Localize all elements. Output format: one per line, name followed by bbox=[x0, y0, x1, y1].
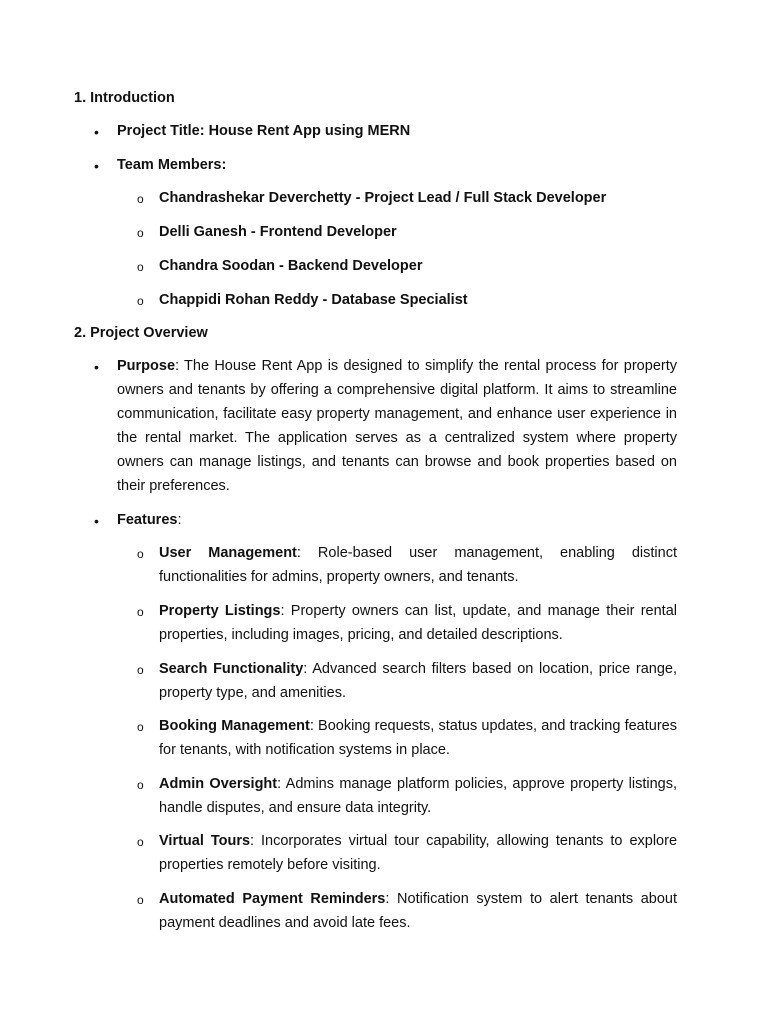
feature-title: User Management bbox=[159, 545, 297, 561]
sub-bullet-icon: o bbox=[137, 605, 144, 619]
project-title: Project Title: House Rent App using MERN bbox=[117, 123, 411, 139]
sub-bullet-icon: o bbox=[137, 835, 144, 849]
feature-title: Automated Payment Reminders bbox=[159, 891, 386, 907]
feature-text: : Admins manage platform policies, approve property listings, handle disputes, and ensure data integrity. bbox=[159, 776, 677, 816]
purpose-text: : The House Rent App is designed to simplify the rental process for property owners and tenants by offering a comprehensive digital platform. It aims to streamline communication, facilitate easy property management, and enhance user experience in the rental market. The application serves as a centralized system where property owners can manage listings, and tenants can browse and book properties based on their preferences. bbox=[117, 358, 677, 494]
introduction-heading: 1. Introduction bbox=[74, 90, 175, 106]
sub-bullet-icon: o bbox=[137, 663, 144, 677]
feature-text: : Booking requests, status updates, and tracking features for tenants, with notification systems in place. bbox=[159, 718, 677, 758]
feature-item bbox=[159, 599, 677, 647]
sub-bullet-icon: o bbox=[137, 192, 144, 206]
feature-text: : Incorporates virtual tour capability, allowing tenants to explore properties remotely before visiting. bbox=[159, 833, 678, 873]
feature-title: Booking Management bbox=[159, 718, 310, 734]
feature-text: : Advanced search filters based on location, price range, property type, and amenities. bbox=[159, 661, 677, 701]
team-members-label: Team Members: bbox=[117, 157, 227, 173]
feature-text: : Notification system to alert tenants about payment deadlines and avoid late fees. bbox=[159, 891, 677, 931]
bullet-icon: • bbox=[94, 158, 99, 174]
feature-text: : Property owners can list, update, and manage their rental properties, including images, pricing, and detailed descriptions. bbox=[159, 603, 677, 643]
sub-bullet-icon: o bbox=[137, 226, 144, 240]
features-colon: : bbox=[177, 512, 182, 528]
sub-bullet-icon: o bbox=[137, 294, 144, 308]
feature-item bbox=[159, 829, 677, 877]
team-member: Chappidi Rohan Reddy - Database Specialist bbox=[159, 292, 468, 308]
features-label-row bbox=[117, 510, 677, 530]
sub-bullet-icon: o bbox=[137, 778, 144, 792]
feature-title: Property Listings bbox=[159, 603, 281, 619]
team-member: Chandra Soodan - Backend Developer bbox=[159, 258, 423, 274]
feature-item bbox=[159, 541, 677, 589]
sub-bullet-icon: o bbox=[137, 547, 144, 561]
overview-heading: 2. Project Overview bbox=[74, 325, 208, 341]
bullet-icon: • bbox=[94, 513, 99, 529]
sub-bullet-icon: o bbox=[137, 720, 144, 734]
bullet-icon: • bbox=[94, 124, 99, 140]
feature-item bbox=[159, 714, 677, 762]
feature-title: Virtual Tours bbox=[159, 833, 251, 849]
feature-item bbox=[159, 772, 677, 820]
feature-title: Admin Oversight bbox=[159, 776, 278, 792]
feature-item bbox=[159, 887, 677, 935]
sub-bullet-icon: o bbox=[137, 893, 144, 907]
feature-item bbox=[159, 657, 677, 705]
team-member: Delli Ganesh - Frontend Developer bbox=[159, 224, 397, 240]
team-member: Chandrashekar Deverchetty - Project Lead / Full Stack Developer bbox=[159, 190, 607, 206]
purpose-label: Purpose bbox=[117, 358, 176, 374]
bullet-icon: • bbox=[94, 359, 99, 375]
feature-title: Search Functionality bbox=[159, 661, 304, 677]
purpose-paragraph bbox=[117, 354, 677, 498]
features-label: Features bbox=[117, 512, 178, 528]
feature-text: : Role-based user management, enabling distinct functionalities for admins, property owners, and tenants. bbox=[159, 545, 677, 585]
sub-bullet-icon: o bbox=[137, 260, 144, 274]
